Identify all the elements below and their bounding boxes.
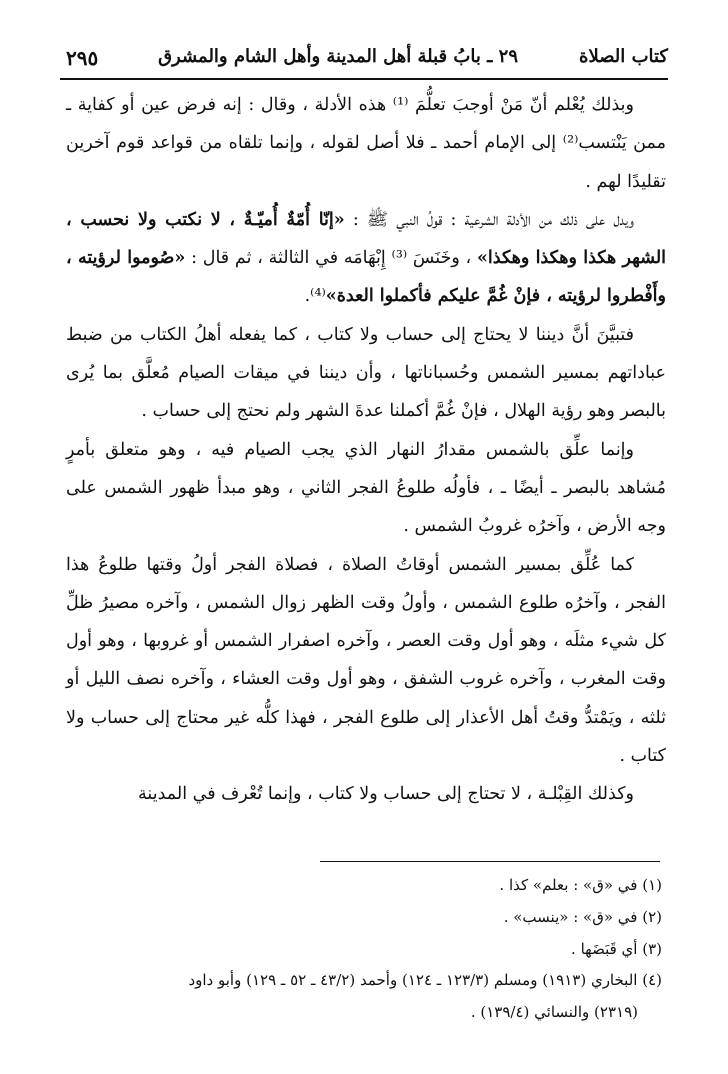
- paragraph-2-middle: ، وخَنَسَ ⁽³⁾ إِبْهَامَه في الثالثة ، ثم قال :: [185, 248, 477, 269]
- footnote-3: (٣) أي قَبَضَها .: [571, 939, 662, 958]
- main-text: [66, 86, 666, 814]
- footnote-rule: [320, 861, 660, 862]
- footnote-2: (٢) في «ق» : «ينسب» .: [503, 907, 662, 926]
- footnote-marker-4: ⁽⁴⁾.: [304, 286, 326, 307]
- footnote-1: (١) في «ق» : بعلم» كذا .: [499, 876, 662, 894]
- header-rule: [60, 78, 668, 80]
- book-title: كتاب الصلاة: [579, 46, 668, 67]
- footnotes: [66, 870, 662, 1029]
- paragraph-5: كما عُلِّق بمسير الشمس أوقاتُ الصلاة ، فصلاة الفجر أولُ وقتها طلوعُ هذا الفجر ، وآخرُه طلوع الشمس ، وأولُ وقت الظهر زوال الشمس ، وآخره مصيرُ ظلِّ كل شيء مثلَه ، وهو أول وقت العصر ، وآخره اصفرار الشمس أو غروبها ، وهو أول وقت المغرب ، وآخره غروب الشفق ، وهو أول وقت العشاء ، وآخره نصف الليل أو ثلثه ، ويَمْتدُّ وقتُ أهل الأعذار إلى طلوع الفجر ، فهذا كلُّه غير محتاج إلى حساب ولا كتاب .: [66, 554, 666, 767]
- hadith-quote-2: «صُوموا لرؤيته ، وأَفْطروا لرؤيته ، فإنْ غُمَّ عليكم فأكملوا العدة»: [66, 248, 666, 307]
- paragraph-3: فتبيَّنَ أنَّ ديننا لا يحتاج إلى حساب ولا كتاب ، كما يفعله أهلُ الكتاب من ضبط عباداتهم بمسير الشمس وحُسباناتها ، وأن ديننا في ميقات الصيام مُعلَّق بما يُرى بالبصر وهو رؤية الهلال ، فإنْ غُمَّ أكملنا عدةَ الشهر ولم نحتج إلى حساب .: [66, 324, 666, 422]
- running-header: [60, 46, 668, 76]
- paragraph-1: وبذلك يُعْلم أنّ مَنْ أوجبَ تعلُّمَ ⁽¹⁾ هذه الأدلة ، وقال : إنه فرض عين أو كفاية ـ ممن يَنْتسب⁽²⁾ إلى الإمام أحمد ـ فلا أصل لقوله ، وإنما تلقاه من قواعد قوم آخرين تقليدًا لهم .: [66, 95, 666, 192]
- paragraph-2: [66, 201, 666, 316]
- hadith-quote-1: «إنّا أُمّةٌ أُميّـةٌ ، لا نكتب ولا نحسب ، الشهر هكذا وهكذا وهكذا»: [66, 209, 667, 269]
- page-number: ٢٩٥: [66, 46, 99, 70]
- paragraph-6: وكذلك القِبْلـة ، لا تحتاج إلى حساب ولا كتاب ، وإنما تُعْرف في المدينة: [138, 784, 634, 805]
- paragraph-2-intro: ويدل على ذلك من الأدلة الشرعية : قولُ النبي ﷺ :: [344, 209, 635, 230]
- chapter-title: ٢٩ ـ بابُ قبلة أهل المدينة وأهل الشام والمشرق: [158, 46, 518, 67]
- footnote-4: (٤) البخاري (١٩١٣) ومسلم (١٢٣/٣ ـ ١٢٤) وأحمد (٤٣/٢ ـ ٥٢ ـ ١٢٩) وأبو داود: [188, 971, 662, 990]
- footnote-4-continued: (٢٣١٩) والنسائي (١٣٩/٤) .: [470, 1003, 638, 1022]
- paragraph-4: وإنما علِّق بالشمس مقدارُ النهار الذي يجب الصيام فيه ، وهو متعلق بأمرٍ مُشاهد بالبصر ـ أيضًا ـ ، فأولُه طلوعُ الفجر الثاني ، وهو مبدأ ظهور الشمس على وجه الأرض ، وآخرُه غروبُ الشمس .: [66, 439, 666, 537]
